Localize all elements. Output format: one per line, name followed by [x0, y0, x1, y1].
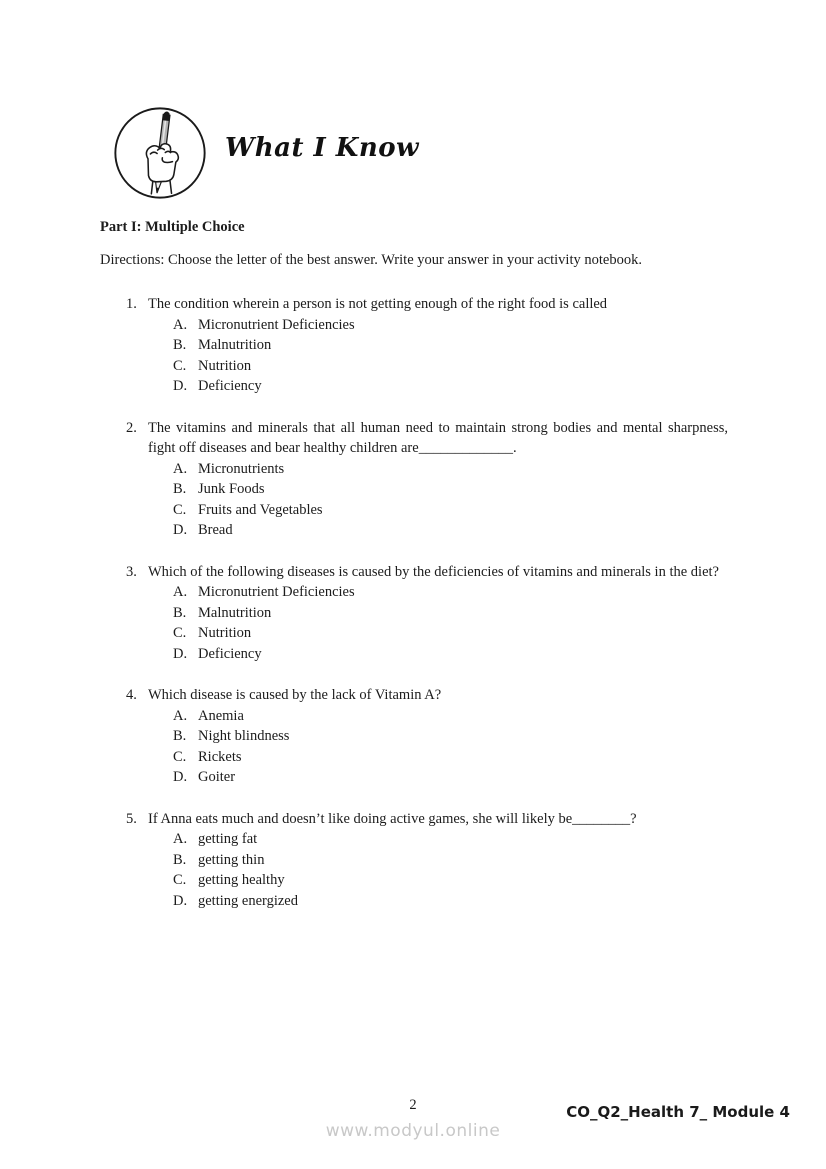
watermark-text: www.modyul.online — [325, 1121, 501, 1141]
option-text: Junk Foods — [198, 481, 265, 497]
question-number: 2. — [126, 419, 137, 436]
option-text: Goiter — [198, 769, 236, 785]
question-text: If Anna eats much and doesn’t like doing active games, she will likely be________? — [148, 810, 637, 827]
option-c — [173, 500, 728, 521]
option-letter: D. — [173, 645, 188, 662]
option-text: Malnutrition — [198, 604, 272, 621]
option-text: Rickets — [198, 748, 242, 765]
quiz-content — [100, 217, 728, 932]
directions-text: Directions: Choose the letter of the best answer. Write your answer in your activity notebook. — [100, 251, 642, 268]
option-text: Micronutrient Deficiencies — [198, 316, 355, 333]
option-letter: A. — [173, 460, 188, 477]
option-letter: B. — [173, 728, 187, 744]
question-number: 1. — [126, 296, 137, 312]
option-letter: C. — [173, 748, 187, 765]
question-2 — [100, 418, 728, 541]
option-letter: B. — [173, 604, 187, 621]
question-number: 3. — [126, 563, 137, 580]
option-text: Fruits and Vegetables — [198, 501, 323, 518]
option-letter: D. — [173, 378, 188, 394]
option-b — [173, 850, 728, 871]
part-heading: Part I: Multiple Choice — [100, 219, 245, 235]
option-c — [173, 356, 728, 377]
option-text: Micronutrient Deficiencies — [198, 584, 355, 600]
question-number: 5. — [126, 810, 137, 827]
options-list — [148, 582, 728, 664]
option-a — [173, 706, 728, 727]
question-number: 4. — [126, 687, 137, 703]
option-letter: C. — [173, 625, 187, 641]
option-letter: B. — [173, 337, 187, 353]
option-text: Anemia — [198, 707, 244, 724]
page-number: 2 — [409, 1097, 417, 1113]
option-text: Nutrition — [198, 357, 252, 374]
option-a — [173, 582, 728, 603]
option-b — [173, 603, 728, 624]
option-b — [173, 335, 728, 356]
option-letter: B. — [173, 851, 187, 868]
option-letter: A. — [173, 316, 188, 333]
option-text: Night blindness — [198, 728, 290, 744]
option-text: getting energized — [198, 892, 298, 909]
option-d — [173, 891, 728, 912]
option-b — [173, 726, 728, 747]
options-list — [148, 829, 728, 911]
option-c — [173, 870, 728, 891]
question-1 — [100, 294, 728, 397]
option-d — [173, 767, 728, 788]
option-text: Deficiency — [198, 645, 262, 662]
option-text: Malnutrition — [198, 337, 272, 353]
option-c — [173, 747, 728, 768]
page-title: What I Know — [225, 133, 419, 163]
option-text: getting thin — [198, 851, 265, 868]
question-text: The condition wherein a person is not getting enough of the right food is called — [148, 296, 608, 312]
option-letter: B. — [173, 481, 187, 497]
option-letter: D. — [173, 769, 188, 785]
option-d — [173, 644, 728, 665]
option-text: Bread — [198, 522, 233, 538]
question-5 — [100, 809, 728, 912]
option-c — [173, 623, 728, 644]
option-text: Deficiency — [198, 378, 262, 394]
options-list — [148, 459, 728, 541]
option-d — [173, 376, 728, 397]
option-d — [173, 520, 728, 541]
question-4 — [100, 685, 728, 788]
option-letter: C. — [173, 357, 187, 374]
option-text: getting fat — [198, 831, 258, 847]
options-list — [148, 315, 728, 397]
options-list — [148, 706, 728, 788]
option-a — [173, 459, 728, 480]
option-b — [173, 479, 728, 500]
option-letter: C. — [173, 501, 187, 518]
option-letter: A. — [173, 707, 188, 724]
question-text: The vitamins and minerals that all human need to maintain strong bodies and mental sharpness, fight off diseases and bear healthy children are_____________. — [148, 419, 728, 456]
option-letter: D. — [173, 522, 188, 538]
option-text: Nutrition — [198, 625, 252, 641]
option-a — [173, 315, 728, 336]
question-text: Which disease is caused by the lack of Vitamin A? — [148, 687, 442, 703]
option-a — [173, 829, 728, 850]
option-letter: A. — [173, 584, 188, 600]
hand-holding-pencil-icon — [112, 105, 208, 201]
option-letter: A. — [173, 831, 188, 847]
module-code: CO_Q2_Health 7_ Module 4 — [566, 1103, 790, 1121]
question-text: Which of the following diseases is caused by the deficiencies of vitamins and minerals in the diet? — [148, 563, 719, 580]
question-3 — [100, 562, 728, 665]
option-letter: D. — [173, 892, 188, 909]
option-letter: C. — [173, 872, 187, 888]
option-text: Micronutrients — [198, 460, 285, 477]
option-text: getting healthy — [198, 872, 285, 888]
